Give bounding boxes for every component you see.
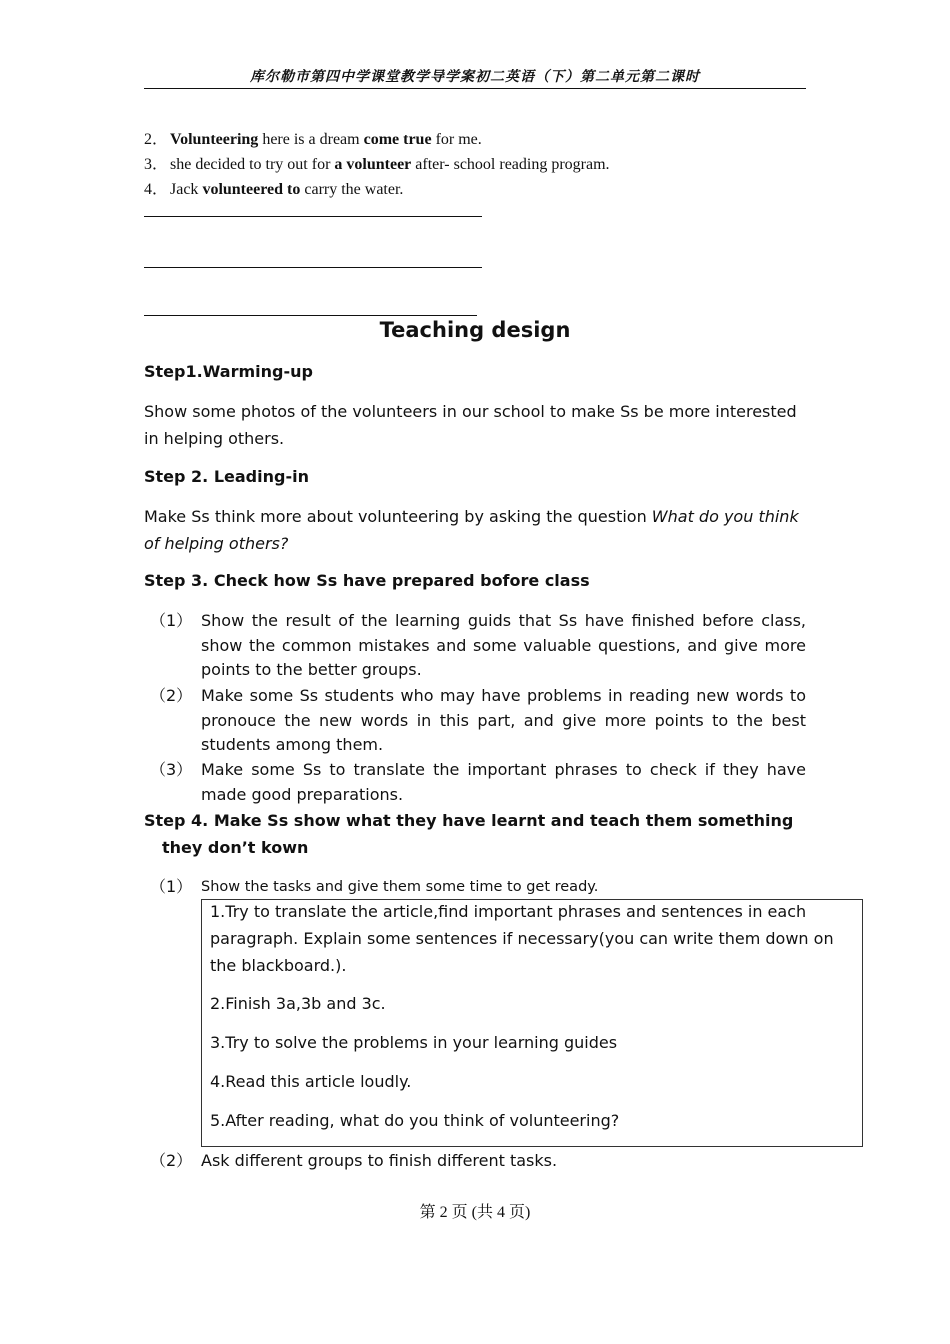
sentence-fragment: here is a dream: [258, 131, 364, 148]
sentence-4: [144, 176, 403, 199]
sentence-fragment: Jack: [170, 181, 203, 198]
sentence-fragment: a volunteer: [334, 156, 412, 173]
step2-body-text: Make Ss think more about volunteering by asking the question: [144, 507, 652, 526]
item-marker: （1）: [150, 611, 193, 630]
header-rule: [144, 88, 806, 89]
item-text: Show the tasks and give them some time to get ready.: [201, 879, 599, 895]
sentence-3: [144, 151, 610, 174]
item-text: Make some Ss students who may have problems in reading new words to pronouce the new words in this part, and give more points to the best students among them.: [201, 686, 806, 754]
item-text: Show the result of the learning guids that Ss have finished before class, show the common mistakes and some valuable questions, and give more points to the better groups.: [201, 611, 806, 679]
item-marker: （2）: [150, 1151, 193, 1170]
item-marker: （2）: [150, 686, 193, 705]
answer-line: [144, 315, 477, 316]
step1-body: Show some photos of the volunteers in our school to make Ss be more interested in helping others.: [144, 402, 797, 448]
page-header: 库尔勒市第四中学课堂教学导学案初二英语（下）第二单元第二课时: [250, 69, 700, 85]
step3-item-2: [144, 684, 806, 758]
step4-item-2: [144, 1149, 806, 1174]
item-text: Ask different groups to finish different tasks.: [201, 1151, 558, 1170]
sentence-2: [144, 126, 482, 149]
sentence-number: 3．: [144, 156, 169, 173]
sentence-fragment: after- school reading program.: [411, 156, 610, 173]
sentence-number: 2．: [144, 131, 169, 148]
item-marker: （3）: [150, 760, 193, 779]
task-3: 3.Try to solve the problems in your learning guides: [210, 1033, 618, 1052]
section-title: Teaching design: [379, 318, 571, 342]
step4-heading: Step 4. Make Ss show what they have learnt and teach them something they don’t kown: [144, 811, 794, 857]
sentence-fragment: carry the water.: [300, 181, 404, 198]
sentence-number: 4．: [144, 181, 169, 198]
task-4: 4.Read this article loudly.: [210, 1072, 412, 1091]
item-marker: （1）: [150, 877, 193, 896]
step4-item-1: [144, 875, 806, 900]
step3-item-3: [144, 758, 806, 807]
sentence-fragment: come true: [363, 131, 432, 148]
sentence-fragment: for me.: [431, 131, 482, 148]
step3-heading: Step 3. Check how Ss have prepared bofore class: [144, 571, 590, 590]
answer-line: [144, 267, 482, 268]
step1-heading: Step1.Warming-up: [144, 362, 313, 381]
step2-question: What do you think of helping others?: [144, 507, 799, 553]
sentence-fragment: Volunteering: [170, 131, 259, 148]
task-1: 1.Try to translate the article,find important phrases and sentences in each paragraph. Explain some sentences if necessary(you can write them down on the blackboard.).: [210, 902, 834, 975]
answer-line: [144, 216, 482, 217]
task-2: 2.Finish 3a,3b and 3c.: [210, 994, 386, 1013]
sentence-fragment: volunteered to: [202, 181, 301, 198]
step2-heading: Step 2. Leading-in: [144, 467, 309, 486]
step2-body: [144, 503, 806, 557]
task-5: 5.After reading, what do you think of volunteering?: [210, 1111, 620, 1130]
page-number: 第 2 页 (共 4 页): [419, 1204, 531, 1221]
step3-item-1: [144, 609, 806, 683]
sentence-fragment: she decided to try out for: [170, 156, 335, 173]
item-text: Make some Ss to translate the important phrases to check if they have made good preparations.: [201, 760, 806, 804]
